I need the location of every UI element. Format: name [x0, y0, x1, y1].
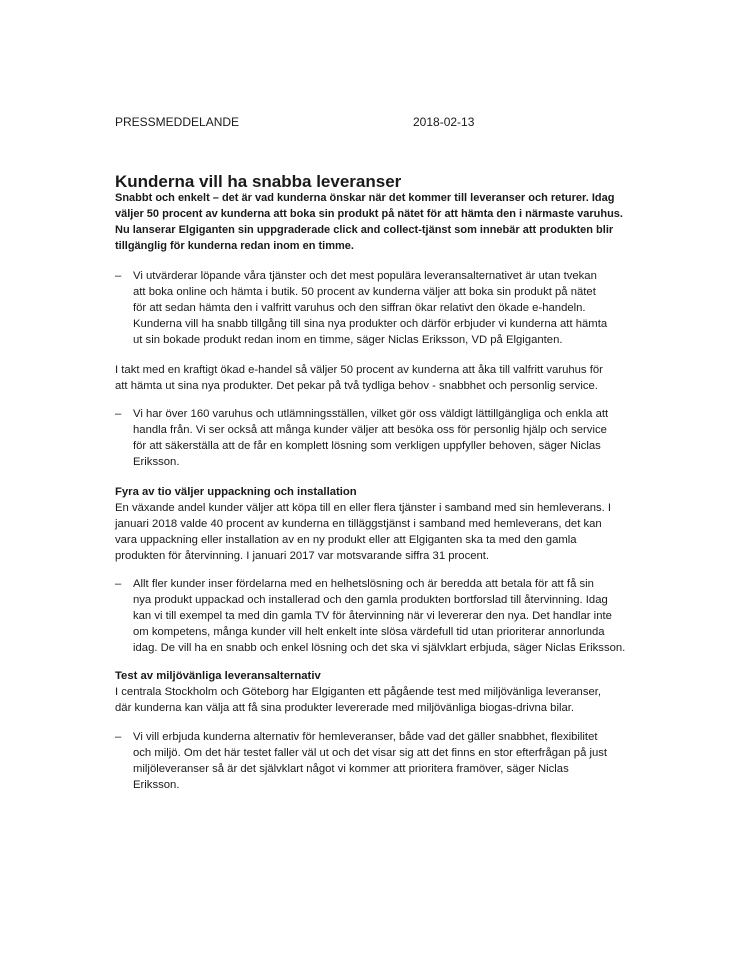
doc-type-label: PRESSMEDDELANDE: [115, 115, 240, 129]
quote-line: ut sin bokade produkt redan inom en timme, säger Niclas Eriksson, VD på Elgiganten.: [133, 334, 563, 346]
quote-line: om kompetens, många kunder vill helt enkelt inte slösa värdefull tid utan prioriterar annorlunda: [133, 626, 605, 638]
quote-line: att boka online och hämta i butik. 50 procent av kunderna väljer att boka sin produkt på nätet: [133, 286, 596, 298]
quote-dash: –: [115, 408, 122, 420]
body-line: januari 2018 valde 40 procent av kunderna en tilläggstjänst i samband med hemleverans, det kan: [115, 518, 602, 530]
quote-block: [133, 268, 607, 348]
lead-line: väljer 50 procent av kunderna att boka sin produkt på nätet för att hämta den i närmaste varuhus.: [115, 208, 623, 220]
body-line: produkten för återvinning. I januari 2017 var motsvarande siffra 31 procent.: [115, 550, 490, 562]
lead-paragraph: [115, 190, 623, 254]
section-heading: Fyra av tio väljer uppackning och installation: [115, 486, 357, 498]
quote-line: och miljö. Om det här testet faller väl ut och det visar sig att det finns en stor efterfrågan på just: [133, 747, 608, 759]
body-paragraph: [115, 684, 601, 716]
body-line: En växande andel kunder väljer att köpa till en eller flera tjänster i samband med sin hemleverans. I: [115, 502, 612, 514]
quote-line: Kunderna vill ha snabb tillgång till sina nya produkter och därför erbjuder vi kunderna att hämta: [133, 318, 608, 330]
quote-block: [133, 406, 608, 470]
quote-line: för att säkerställa att de får en komplett lösning som verkligen uppfyller behoven, säger Niclas: [133, 440, 601, 452]
quote-block: [133, 576, 625, 656]
quote-dash: –: [115, 731, 122, 743]
quote-line: miljöleveranser så är det självklart något vi kommer att prioritera framöver, säger Niclas: [133, 763, 569, 775]
quote-line: kan vi till exempel ta med din gamla TV för återvinning när vi levererar den nya. Det handlar inte: [133, 610, 612, 622]
quote-dash: –: [115, 270, 122, 282]
quote-dash: –: [115, 578, 122, 590]
quote-line: Allt fler kunder inser fördelarna med en helhetslösning och är beredda att betala för att få sin: [133, 578, 594, 590]
quote-line: Vi utvärderar löpande våra tjänster och det mest populära leveransalternativet är utan tvekan: [133, 270, 597, 282]
section-heading: Test av miljövänliga leveransalternativ: [115, 670, 321, 682]
lead-line: Snabbt och enkelt – det är vad kunderna önskar när det kommer till leveranser och returer. Idag: [115, 192, 615, 204]
quote-line: Vi har över 160 varuhus och utlämningsställen, vilket gör oss väldigt lättillgängliga och enkla att: [133, 408, 609, 420]
body-paragraph: [115, 500, 611, 564]
body-paragraph: [115, 362, 603, 394]
lead-line: Nu lanserar Elgiganten sin uppgraderade click and collect-tjänst som innebär att produkten blir: [115, 224, 614, 236]
quote-line: Vi vill erbjuda kunderna alternativ för hemleveranser, både vad det gäller snabbhet, flexibilitet: [133, 731, 598, 743]
quote-line: handla från. Vi ser också att många kunder väljer att besöka oss för personlig hjälp och service: [133, 424, 607, 436]
lead-line: tillgänglig för kunderna redan inom en timme.: [115, 240, 354, 252]
quote-line: nya produkt uppackad och installerad och den gamla produkten bortforslad till återvinning. Idag: [133, 594, 608, 606]
body-line: vara uppackning eller installation av en ny produkt eller att Elgiganten ska ta med den gamla: [115, 534, 577, 546]
quote-line: idag. De vill ha en snabb och enkel lösning och det ska vi självklart erbjuda, säger Niclas Eriksson.: [133, 642, 626, 654]
quote-block: [133, 729, 607, 793]
body-line: I centrala Stockholm och Göteborg har Elgiganten ett pågående test med miljövänliga leveranser,: [115, 686, 602, 698]
quote-line: Eriksson.: [133, 456, 180, 468]
body-line: att hämta ut sina nya produkter. Det pekar på två tydliga behov - snabbhet och personlig service.: [115, 380, 598, 392]
quote-line: för att sedan hämta den i valfritt varuhus och den siffran ökar relativt den ökade e-handeln.: [133, 302, 586, 314]
quote-line: Eriksson.: [133, 779, 180, 791]
body-line: där kunderna kan välja att få sina produkter levererade med miljövänliga biogas-drivna bilar.: [115, 702, 575, 714]
body-line: I takt med en kraftigt ökad e-handel så väljer 50 procent av kunderna att åka till valfritt varuhus för: [115, 364, 603, 376]
doc-date: 2018-02-13: [413, 115, 475, 129]
page-title: Kunderna vill ha snabba leveranser: [115, 172, 402, 191]
